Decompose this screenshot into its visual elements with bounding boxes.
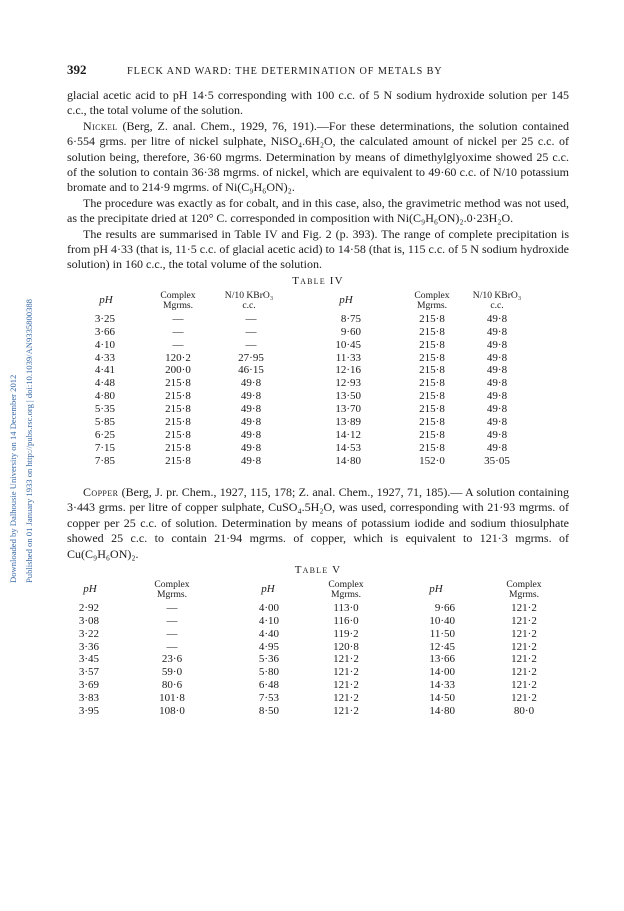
table-cell: 108·0 xyxy=(159,705,185,718)
table-cell: 215·8 xyxy=(165,441,191,454)
table-cell: — xyxy=(172,312,184,325)
table-cell: 49·8 xyxy=(240,428,262,441)
t5-header-complex-2: Complex Mgrms. xyxy=(328,578,364,600)
table-cell: 113·0 xyxy=(333,601,359,614)
table-cell: 59·0 xyxy=(161,666,183,679)
table-cell: 7·85 xyxy=(94,454,115,467)
table-cell: 3·36 xyxy=(78,640,99,653)
table-cell: 3·66 xyxy=(94,325,115,338)
t5-complex-column-2 xyxy=(321,602,371,718)
table-cell: 121·2 xyxy=(511,640,537,653)
t4-left-kbro3-column xyxy=(225,313,277,468)
t5-ph-column-3 xyxy=(419,602,455,718)
table-cell: 14·33 xyxy=(429,679,455,692)
table-cell: 5·35 xyxy=(94,403,115,416)
table-cell: 13·70 xyxy=(335,403,361,416)
table-cell: — xyxy=(166,601,178,614)
table-cell: 49·8 xyxy=(486,377,508,390)
running-title: FLECK AND WARD: THE DETERMINATION OF METALS BY xyxy=(127,66,443,77)
table-cell: 7·15 xyxy=(94,441,115,454)
table-cell: 215·8 xyxy=(419,428,445,441)
table-cell: 3·25 xyxy=(94,312,115,325)
table-cell: 215·8 xyxy=(165,428,191,441)
table-cell: 4·95 xyxy=(258,640,279,653)
table-cell: 14·50 xyxy=(429,692,455,705)
running-header xyxy=(67,62,569,80)
t4-header-ph-left: pH xyxy=(99,293,113,306)
table-cell: 215·8 xyxy=(419,338,445,351)
table-cell: 215·8 xyxy=(419,312,445,325)
table-cell: 4·00 xyxy=(258,601,279,614)
table-cell: — xyxy=(245,325,257,338)
table-cell: 215·8 xyxy=(165,377,191,390)
t4-right-ph-column xyxy=(325,313,361,468)
table-cell: 121·2 xyxy=(333,692,359,705)
table-cell: 12·93 xyxy=(335,377,361,390)
table-iv-title: Table IV xyxy=(292,274,344,287)
t4-header-kbro3-left: N/10 KBrO₃ c.c. xyxy=(224,289,274,311)
table-cell: 49·8 xyxy=(486,325,508,338)
t5-header-ph-1: pH xyxy=(83,582,97,595)
t4-header-ph-right: pH xyxy=(339,293,353,306)
table-cell: 120·8 xyxy=(333,640,359,653)
table-cell: 23·6 xyxy=(161,653,183,666)
table-cell: 121·2 xyxy=(511,679,537,692)
table-cell: — xyxy=(166,614,178,627)
t5-header-ph-2: pH xyxy=(261,582,275,595)
table-cell: 3·83 xyxy=(78,692,99,705)
paragraph-copper xyxy=(67,485,569,562)
table-cell: 121·2 xyxy=(333,679,359,692)
table-cell: 119·2 xyxy=(333,627,359,640)
paragraph-results: The results are summarised in Table IV and Fig. 2 (p. 393). The range of complete precipitation is from pH 4·33 (that is, 11·5 c.c. of glacial acetic acid) to 14·58 (that is, 115 c.c. of 5 N sodium hydroxide solution) in 160 c.c., the total volume of the solution. xyxy=(67,226,569,272)
table-cell: 3·22 xyxy=(78,627,99,640)
table-cell: 49·8 xyxy=(486,441,508,454)
table-cell: 120·2 xyxy=(165,351,191,364)
table-cell: 11·33 xyxy=(335,351,361,364)
table-iv xyxy=(67,291,569,471)
table-cell: 200·0 xyxy=(165,364,191,377)
table-cell: 11·50 xyxy=(429,627,455,640)
paragraph-intro: glacial acetic acid to pH 14·5 corresponding with 100 c.c. of 5 N sodium hydroxide solution per 145 c.c., the total volume of the solution. xyxy=(67,88,569,118)
t4-left-ph-column xyxy=(85,313,115,468)
table-cell: — xyxy=(166,640,178,653)
table-cell: 4·41 xyxy=(94,364,115,377)
table-cell: 4·10 xyxy=(94,338,115,351)
table-cell: 3·08 xyxy=(78,614,99,627)
table-cell: 10·45 xyxy=(335,338,361,351)
table-cell: 8·75 xyxy=(340,312,361,325)
table-cell: 4·48 xyxy=(94,377,115,390)
table-cell: 49·8 xyxy=(486,390,508,403)
table-cell: 9·60 xyxy=(340,325,361,338)
table-cell: 49·8 xyxy=(240,454,262,467)
table-cell: 3·95 xyxy=(78,705,99,718)
table-cell: 8·50 xyxy=(258,705,279,718)
table-cell: 116·0 xyxy=(333,614,359,627)
paragraph-nickel xyxy=(67,119,569,196)
table-cell: 13·50 xyxy=(335,390,361,403)
table-cell: 215·8 xyxy=(165,390,191,403)
table-cell: 121·2 xyxy=(511,653,537,666)
table-v xyxy=(67,580,569,730)
table-cell: 5·85 xyxy=(94,416,115,428)
t5-ph-column-2 xyxy=(249,602,279,718)
page-body xyxy=(67,62,569,730)
table-cell: 35·05 xyxy=(484,454,510,467)
table-cell: 49·8 xyxy=(240,377,262,390)
table-cell: 49·8 xyxy=(240,390,262,403)
t4-header-complex-left: Complex Mgrms. xyxy=(160,289,196,311)
table-cell: 27·95 xyxy=(238,351,264,364)
table-cell: 49·8 xyxy=(486,338,508,351)
copper-text: (Berg, J. pr. Chem., 1927, 115, 178; Z. anal. Chem., 1927, 71, 185).— A solution containing 3·443 grms. per litre of copper sulphate, CuSO₄.5H₂O, was used, corresponding with 21·93 mgrms. of copper per 25 c.c. of solution. Determination by means of potassium iodide and sodium thiosulphate showed 25 c.c. to contain 21·94 mgrms. of copper, which is equivalent to 121·3 mgrms. of Cu(C₉H₆ON)₂. xyxy=(67,484,570,561)
table-cell: 49·8 xyxy=(486,351,508,364)
copper-heading: Copper xyxy=(83,484,119,499)
table-cell: 215·8 xyxy=(419,377,445,390)
download-watermark xyxy=(2,175,44,595)
table-cell: 14·80 xyxy=(429,705,455,718)
table-cell: 49·8 xyxy=(486,364,508,377)
t5-header-complex-3: Complex Mgrms. xyxy=(506,578,542,600)
table-cell: 12·16 xyxy=(335,364,361,377)
table-cell: 80·6 xyxy=(161,679,183,692)
table-cell: 6·25 xyxy=(94,428,115,441)
table-cell: 4·40 xyxy=(258,627,279,640)
table-cell: 12·45 xyxy=(429,640,455,653)
t4-right-complex-column xyxy=(407,313,457,468)
t5-header-complex-1: Complex Mgrms. xyxy=(154,578,190,600)
table-cell: 10·40 xyxy=(429,614,455,627)
table-cell: 14·12 xyxy=(335,428,361,441)
table-cell: — xyxy=(172,325,184,338)
table-cell: 152·0 xyxy=(419,454,445,467)
t4-header-kbro3-right: N/10 KBrO₃ c.c. xyxy=(472,289,522,311)
table-cell: — xyxy=(245,338,257,351)
table-cell: 215·8 xyxy=(419,441,445,454)
table-cell: 215·8 xyxy=(419,351,445,364)
table-cell: 121·2 xyxy=(333,705,359,718)
table-cell: 215·8 xyxy=(419,416,445,428)
table-cell: 215·8 xyxy=(419,364,445,377)
table-cell: 215·8 xyxy=(165,454,191,467)
table-cell: 6·48 xyxy=(258,679,279,692)
table-cell: 14·53 xyxy=(335,441,361,454)
table-cell: 14·80 xyxy=(335,454,361,467)
table-cell: 101·8 xyxy=(159,692,185,705)
table-cell: 4·10 xyxy=(258,614,279,627)
table-cell: 4·80 xyxy=(94,390,115,403)
table-cell: 3·45 xyxy=(78,653,99,666)
table-cell: 3·57 xyxy=(78,666,99,679)
table-cell: 121·2 xyxy=(511,666,537,679)
table-cell: 121·2 xyxy=(333,666,359,679)
table-cell: 121·2 xyxy=(333,653,359,666)
table-cell: 5·80 xyxy=(258,666,279,679)
t5-ph-column-1 xyxy=(69,602,99,718)
nickel-heading: Nickel xyxy=(83,118,118,133)
table-cell: 215·8 xyxy=(419,325,445,338)
table-cell: 9·66 xyxy=(434,601,455,614)
table-cell: 14·00 xyxy=(429,666,455,679)
t4-left-complex-column xyxy=(153,313,203,468)
table-cell: 80·0 xyxy=(513,705,535,718)
table-cell: 4·33 xyxy=(94,351,115,364)
table-cell: 5·36 xyxy=(258,653,279,666)
table-cell: 49·8 xyxy=(240,403,262,416)
table-cell: 49·8 xyxy=(486,428,508,441)
watermark-line-downloaded: Downloaded by Dalhousie University on 14 December 2012 xyxy=(8,374,18,583)
table-cell: 46·15 xyxy=(238,364,264,377)
t4-right-kbro3-column xyxy=(471,313,523,468)
watermark-line-published: Published on 01 January 1933 on http://pubs.rsc.org | doi:10.1039/AN9335800388 xyxy=(24,299,34,583)
table-cell: 13·89 xyxy=(335,416,361,428)
table-cell: — xyxy=(166,627,178,640)
table-cell: 3·69 xyxy=(78,679,99,692)
table-cell: 215·8 xyxy=(165,403,191,416)
nickel-text: (Berg, Z. anal. Chem., 1929, 76, 191).—For these determinations, the solution contained 6·554 grms. per litre of nickel sulphate, NiSO₄.6H₂O, the calculated amount of nickel per 25 c.c. of solution being, therefore, 36·60 mgrms. Determination by means of dimethylglyoxime showed 25 c.c. of the solution to contain 36·38 mgrms. of nickel, which are equivalent to 49·60 c.c. of N/10 potassium bromate and to 214·9 mgrms. of Ni(C₉H₆ON)₂. xyxy=(67,118,569,195)
table-cell: — xyxy=(172,338,184,351)
table-cell: 215·8 xyxy=(419,390,445,403)
table-cell: 49·8 xyxy=(486,416,508,428)
table-cell: 49·8 xyxy=(240,416,262,428)
table-cell: 2·92 xyxy=(78,601,99,614)
table-cell: 121·2 xyxy=(511,692,537,705)
table-v-title: Table V xyxy=(294,563,342,576)
page-number: 392 xyxy=(67,62,87,77)
table-cell: 49·8 xyxy=(240,441,262,454)
table-cell: 121·2 xyxy=(511,601,537,614)
table-cell: 215·8 xyxy=(165,416,191,428)
table-cell: 121·2 xyxy=(511,614,537,627)
table-cell: 215·8 xyxy=(419,403,445,416)
table-cell: 7·53 xyxy=(258,692,279,705)
paragraph-procedure: The procedure was exactly as for cobalt, and in this case, also, the gravimetric method was not used, as the precipitate dried at 120° C. corresponded in composition with Ni(C₉H₆ON)₂.0·23H₂O. xyxy=(67,195,569,226)
table-cell: 49·8 xyxy=(486,403,508,416)
table-cell: 13·66 xyxy=(429,653,455,666)
t5-complex-column-3 xyxy=(499,602,549,718)
table-cell: 49·8 xyxy=(486,312,508,325)
table-cell: 121·2 xyxy=(511,627,537,640)
t5-header-ph-3: pH xyxy=(429,582,443,595)
t5-complex-column-1 xyxy=(147,602,197,718)
table-cell: — xyxy=(245,312,257,325)
t4-header-complex-right: Complex Mgrms. xyxy=(414,289,450,311)
